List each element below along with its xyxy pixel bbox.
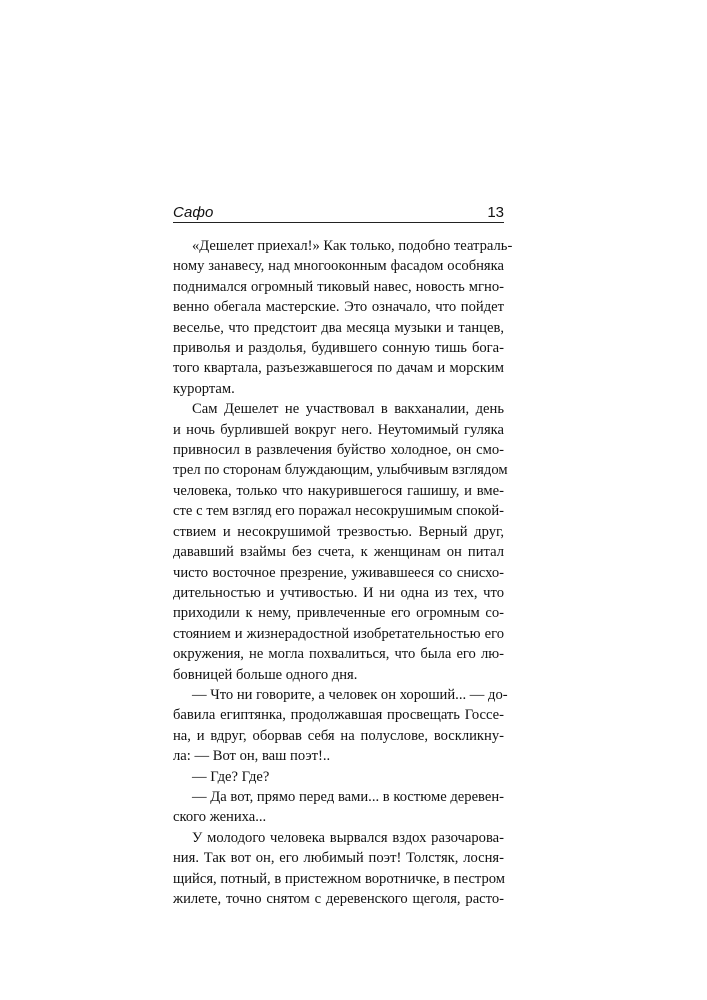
text-line: У молодого человека вырвался вздох разочарова- <box>192 829 504 846</box>
text-line: бовницей больше одного дня. <box>173 666 358 683</box>
text-line: Сам Дешелет не участвовал в вакханалии, день <box>192 401 504 418</box>
text-line: дительностью и учтивостью. И ни одна из тех, что <box>173 584 504 601</box>
text-line: привносил в развлечения буйство холодное, он смо- <box>173 442 504 459</box>
paragraph <box>173 828 504 910</box>
text-line: — Да вот, прямо перед вами... в костюме деревен- <box>192 788 504 805</box>
text-line: курортам. <box>173 380 235 397</box>
page-number: 13 <box>487 204 504 221</box>
text-line: на, и вдруг, оборвав себя на полуслове, воскликну- <box>173 727 504 744</box>
text-line: приволья и раздолья, будившего сонную тишь бога- <box>173 340 504 357</box>
text-line: трел по сторонам блуждающим, улыбчивым взглядом <box>173 462 508 479</box>
text-line: того квартала, разъезжавшегося по дачам и морским <box>173 360 504 377</box>
text-line: ния. Так вот он, его любимый поэт! Толстяк, лосня- <box>173 850 504 867</box>
running-title: Сафо <box>173 204 214 221</box>
text-line: ла: — Вот он, ваш поэт!.. <box>173 748 331 765</box>
book-page <box>173 198 513 909</box>
paragraph <box>173 767 504 787</box>
text-line: ному занавесу, над многооконным фасадом особняка <box>173 258 504 275</box>
text-line: стоянием и жизнерадостной изобретательностью его <box>173 625 504 642</box>
text-line: дававший взаймы без счета, к женщинам он питал <box>173 544 504 561</box>
text-line: и ночь бурлившей вокруг него. Неутомимый гуляка <box>173 421 504 438</box>
text-line: жилете, точно снятом с деревенского щеголя, расто- <box>173 891 504 907</box>
paragraph <box>173 236 513 399</box>
text-line: бавила египтянка, продолжавшая просвещать Госсе- <box>173 707 504 724</box>
text-line: — Где? Где? <box>192 768 270 785</box>
running-header <box>173 198 504 223</box>
body-text <box>173 236 513 909</box>
text-line: ствием и несокрушимой трезвостью. Верный друг, <box>173 523 504 540</box>
text-line: щийся, потный, в пристежном воротничке, в пестром <box>173 870 506 887</box>
text-line: чисто восточное презрение, уживавшееся со снисхо- <box>173 564 504 581</box>
text-line: венно обегала мастерские. Это означало, что пойдет <box>173 299 504 316</box>
text-line: ского жениха... <box>173 809 267 826</box>
paragraph <box>173 787 504 828</box>
text-line: человека, только что накурившегося гашишу, и вме- <box>173 482 504 499</box>
text-line: веселье, что предстоит два месяца музыки и танцев, <box>173 319 504 336</box>
text-line: приходили к нему, привлеченные его огромным со- <box>173 605 504 622</box>
text-line: сте с тем взгляд его поражал несокрушимым спокой- <box>173 503 504 520</box>
text-line: «Дешелет приехал!» Как только, подобно театраль- <box>192 238 513 254</box>
text-line: поднимался огромный тиковый навес, новость мгно- <box>173 278 504 295</box>
text-line: — Что ни говорите, а человек он хороший... — до- <box>192 686 508 703</box>
paragraph <box>173 685 508 767</box>
text-line: окружения, не могла похвалиться, что была его лю- <box>173 646 504 663</box>
paragraph <box>173 399 508 685</box>
